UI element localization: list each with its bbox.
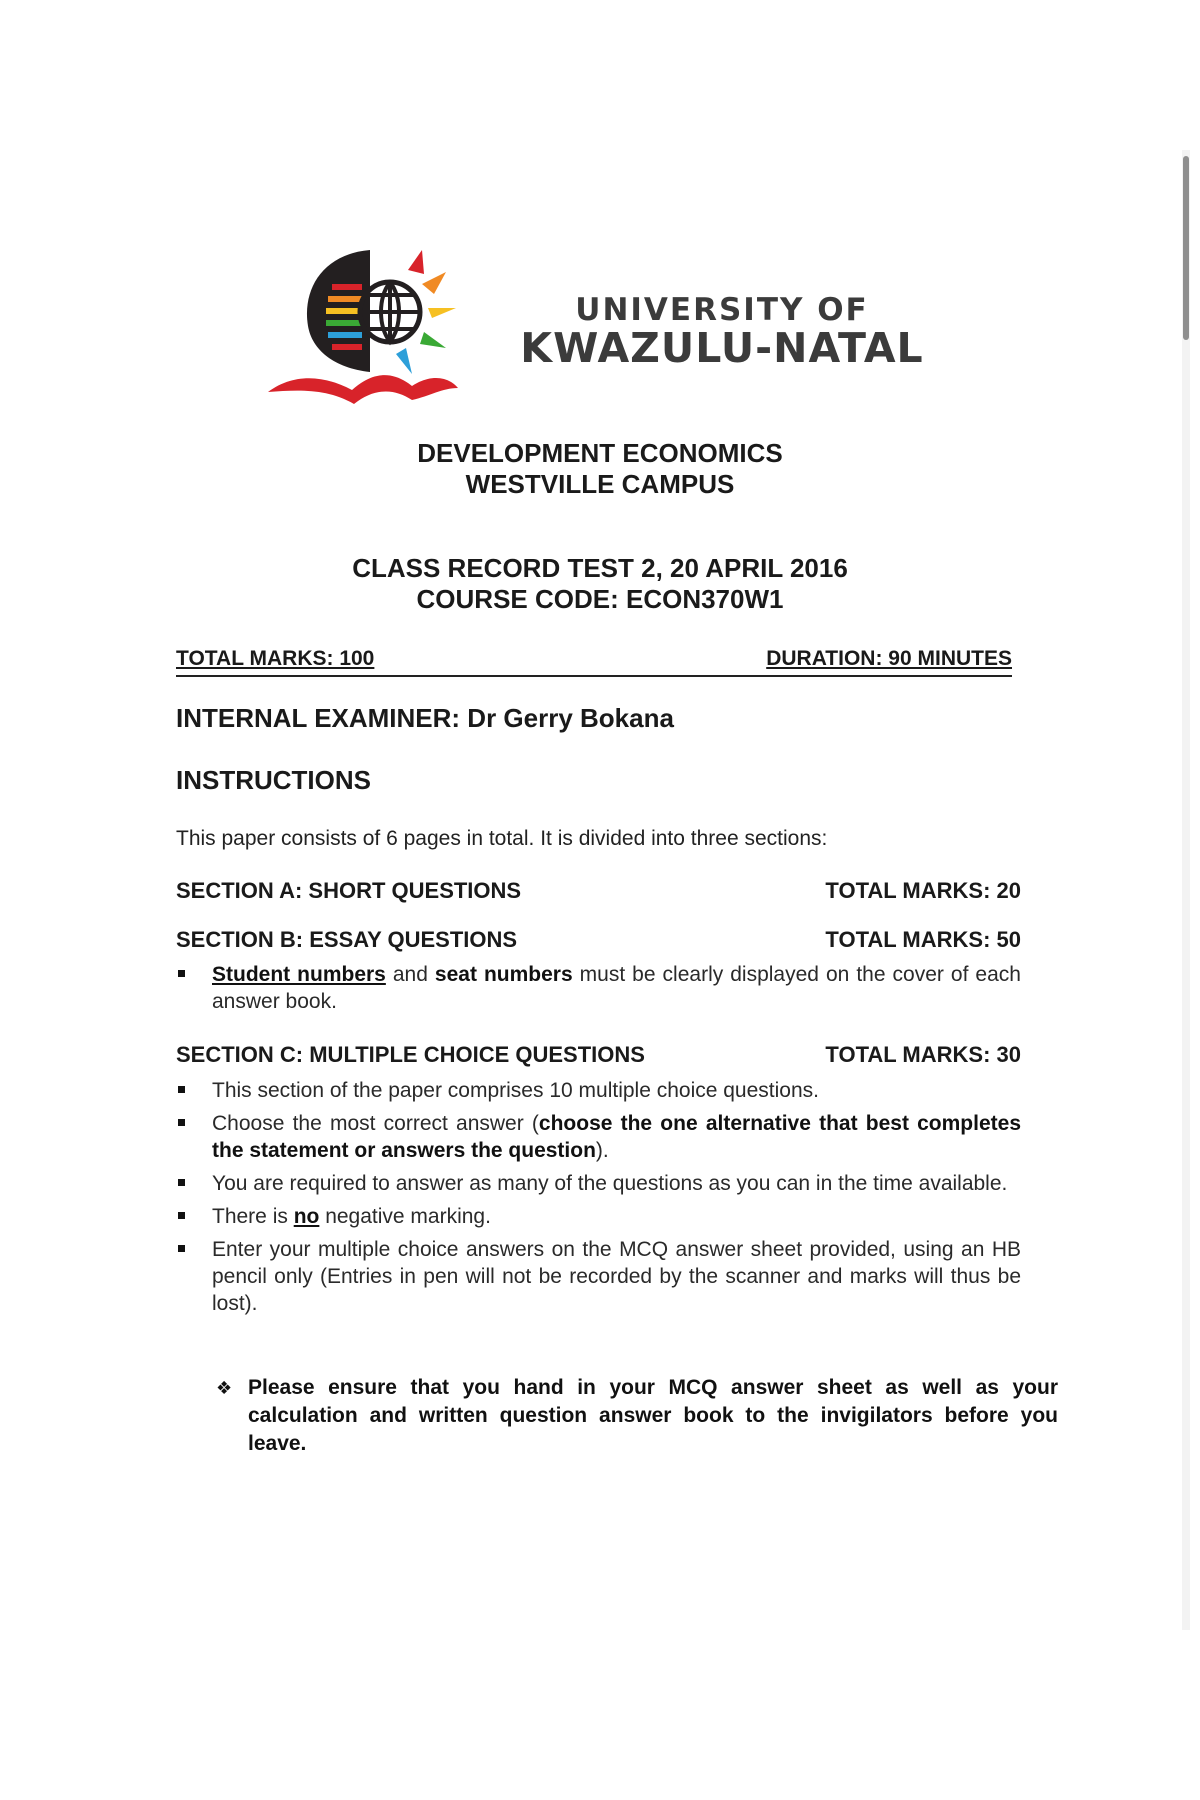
test-title — [0, 553, 1200, 615]
list-item — [176, 961, 1021, 1015]
course-code: COURSE CODE: ECON370W1 — [416, 584, 784, 614]
bullet-square-icon — [178, 1119, 185, 1126]
bullet-c4-part3: negative marking. — [319, 1205, 491, 1228]
bullet-c4-part1: There is — [212, 1205, 294, 1228]
bullet-c2-part2: choose the one alternative that best completes the statement or answers the question — [212, 1112, 1021, 1162]
bullet-c4-part2: no — [293, 1205, 320, 1228]
section-b-marks: TOTAL MARKS: 50 — [825, 927, 1021, 952]
submission-note-text: Please ensure that you hand in your MCQ answer sheet as well as your calculation and written question answer book to the invigilators before you leave. — [248, 1376, 1058, 1455]
bullet-b1-part4: must be clearly displayed on the cover of each answer book. — [212, 963, 1021, 1013]
diamond-bullet-icon: ❖ — [216, 1378, 233, 1398]
section-b-bullets — [176, 961, 1021, 1015]
list-item — [176, 1203, 1021, 1230]
bullet-c1-text: This section of the paper comprises 10 multiple choice questions. — [212, 1079, 819, 1102]
campus-name: WESTVILLE CAMPUS — [465, 469, 735, 499]
test-name: CLASS RECORD TEST 2, 20 APRIL 2016 — [352, 553, 848, 583]
section-a-title: SECTION A: SHORT QUESTIONS — [176, 878, 522, 903]
bullet-c5-text: Enter your multiple choice answers on the MCQ answer sheet provided, using an HB pencil only (Entries in pen will not be recorded by the scanner and marks will thus be lost). — [212, 1238, 1021, 1315]
list-item — [176, 1077, 1021, 1104]
bullet-square-icon — [178, 1179, 185, 1186]
instructions-heading: INSTRUCTIONS — [176, 765, 371, 795]
vertical-scrollbar[interactable] — [1182, 150, 1190, 1630]
total-marks: TOTAL MARKS: 100 — [176, 647, 375, 670]
bullet-b1-part3: seat numbers — [434, 963, 573, 986]
section-a-marks: TOTAL MARKS: 20 — [825, 878, 1021, 903]
university-name — [502, 292, 942, 372]
list-item — [176, 1170, 1021, 1197]
list-item — [176, 1110, 1021, 1164]
department-title — [0, 438, 1200, 500]
bullet-c2-part3: ). — [595, 1139, 609, 1162]
marks-duration-row — [176, 647, 1012, 677]
department-name: DEVELOPMENT ECONOMICS — [417, 438, 783, 468]
logo-text-line2: KWAZULU-NATAL — [520, 324, 924, 372]
intro-text: This paper consists of 6 pages in total. It is divided into three sections: — [176, 827, 828, 850]
scrollbar-thumb[interactable] — [1183, 156, 1189, 340]
bullet-square-icon — [178, 1212, 185, 1219]
bullet-c3-text: You are required to answer as many of the questions as you can in the time available. — [212, 1172, 1008, 1195]
internal-examiner: INTERNAL EXAMINER: Dr Gerry Bokana — [176, 703, 674, 733]
section-c-title: SECTION C: MULTIPLE CHOICE QUESTIONS — [176, 1042, 645, 1067]
bullet-square-icon — [178, 1245, 185, 1252]
submission-note — [212, 1374, 1058, 1458]
bullet-b1-part1: Student numbers — [212, 963, 386, 986]
logo-text-line1: UNIVERSITY OF — [575, 292, 869, 328]
list-item — [176, 1236, 1021, 1317]
bullet-c2-part1: Choose the most correct answer ( — [212, 1112, 539, 1135]
section-b-title: SECTION B: ESSAY QUESTIONS — [176, 927, 518, 952]
duration: DURATION: 90 MINUTES — [766, 647, 1012, 670]
section-c-marks: TOTAL MARKS: 30 — [825, 1042, 1021, 1067]
university-logo — [262, 240, 942, 410]
bullet-square-icon — [178, 1086, 185, 1093]
bullet-b1-part2: and — [385, 963, 435, 986]
section-c-bullets — [176, 1077, 1021, 1323]
bullet-square-icon — [178, 970, 185, 977]
ukzn-emblem-icon — [262, 240, 502, 410]
